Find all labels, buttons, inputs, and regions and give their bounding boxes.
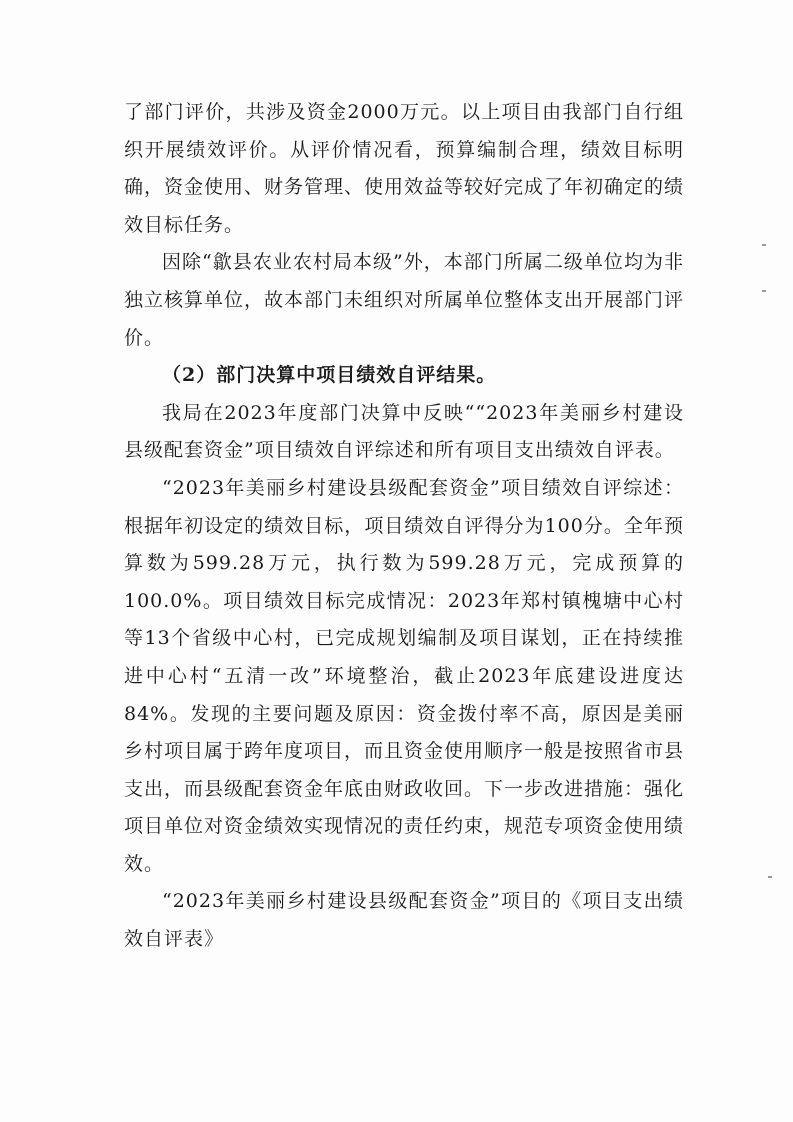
scan-mark — [768, 876, 772, 878]
scan-mark — [762, 244, 766, 246]
paragraph-project-review: “2023年美丽乡村建设县级配套资金”项目绩效自评综述：根据年初设定的绩效目标，项目绩效自评得分为100分。全年预算数为599.28万元，执行数为599.28万元，完成预算的100.0%。项目绩效目标完成情况：2023年郑村镇槐塘中心村等13个省级中心村，已完成规划编制及项目谋划，正在持续推进中心村“五清一改”环境整治，截止2023年底建设进度达84%。发现的主要问题及原因：资金拨付率不高，原因是美丽乡村项目属于跨年度项目，而且资金使用顺序一般是按照省市县支出，而县级配套资金年底由财政收回。下一步改进措施：强化项目单位对资金绩效实现情况的责任约束，规范专项资金使用绩效。 — [124, 476, 685, 875]
scan-mark — [762, 290, 766, 292]
section-heading: （2）部门决算中项目绩效自评结果。 — [162, 364, 497, 387]
paragraph-evaluation-summary: 了部门评价，共涉及资金2000万元。以上项目由我部门自行组织开展绩效评价。从评价情况看，预算编制合理，绩效目标明确，资金使用、财务管理、使用效益等较好完成了年初确定的绩效目标任务。 — [124, 101, 685, 236]
paragraph-final-accounts: 我局在2023年度部门决算中反映““2023年美丽乡村建设县级配套资金”项目绩效自评综述和所有项目支出绩效自评表。 — [124, 401, 684, 462]
document-body — [124, 94, 684, 959]
paragraph-unit-scope: 因除“歙县农业农村局本级”外，本部门所属二级单位均为非独立核算单位，故本部门未组织对所属单位整体支出开展部门评价。 — [124, 251, 685, 349]
paragraph-self-evaluation-table: “2023年美丽乡村建设县级配套资金”项目的《项目支出绩效自评表》 — [124, 890, 684, 951]
